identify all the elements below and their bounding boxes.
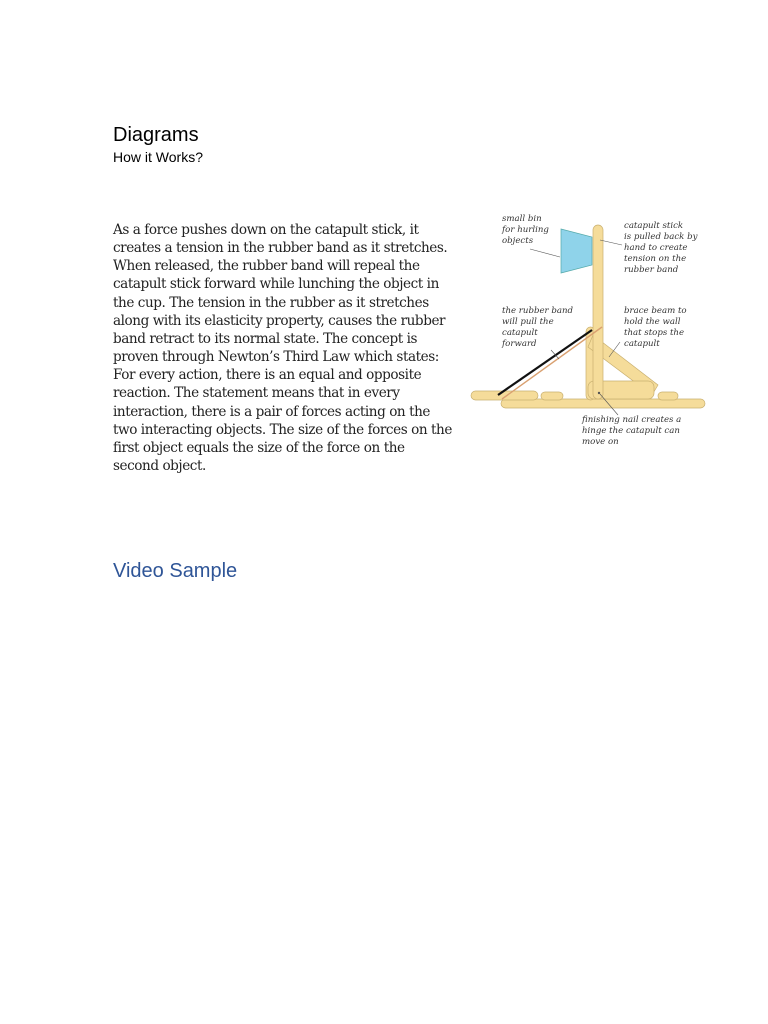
catapult-diagram — [468, 207, 712, 455]
explanation-paragraph — [113, 221, 458, 475]
paragraph-line: When released, the rubber band will repeal the — [113, 258, 420, 275]
paragraph-line: interaction, there is a pair of forces acting on the — [113, 403, 431, 420]
paragraph-line: two interacting objects. The size of the forces on the — [113, 421, 452, 438]
paragraph-line: As a force pushes down on the catapult stick, it — [113, 222, 419, 238]
small-block — [541, 392, 563, 400]
paragraph-line: band retract to its normal state. The concept is — [113, 330, 418, 347]
subheading: How it Works? — [113, 149, 203, 165]
paragraph-line: along with its elasticity property, causes the rubber — [113, 312, 446, 329]
finishing-nail — [598, 392, 600, 394]
paragraph-line: second object. — [113, 458, 206, 475]
bin-label: small bin for hurling objects — [502, 214, 549, 246]
video-sample-heading: Video Sample — [113, 560, 238, 582]
paragraph-line: first object equals the size of the force on the — [113, 439, 405, 456]
leader-line — [530, 249, 560, 257]
paragraph-line: creates a tension in the rubber band as it stretches. — [113, 240, 448, 257]
paragraph-line: For every action, there is an equal and opposite — [113, 367, 422, 384]
nail-label: finishing nail creates a hinge the catapult can move on — [582, 415, 682, 447]
small-bin — [561, 229, 592, 273]
paragraph-line: reaction. The statement means that in every — [113, 385, 400, 402]
band-label: the rubber band will pull the catapult forward — [502, 306, 574, 349]
catapult-stick — [593, 225, 603, 399]
front-stick — [471, 391, 538, 400]
base-stick — [501, 399, 705, 408]
paragraph-line: proven through Newton’s Third Law which states: — [113, 349, 439, 366]
stick-label: catapult stick is pulled back by hand to create tension on the rubber band — [624, 221, 698, 275]
section-heading-diagrams: Diagrams — [113, 124, 199, 146]
small-block — [658, 392, 678, 400]
paragraph-line: the cup. The tension in the rubber as it stretches — [113, 294, 429, 311]
catapult-illustration — [468, 207, 712, 455]
brace-label: brace beam to hold the wall that stops the catapult — [624, 306, 687, 349]
paragraph-line: catapult stick forward while lunching the object in — [113, 276, 439, 293]
